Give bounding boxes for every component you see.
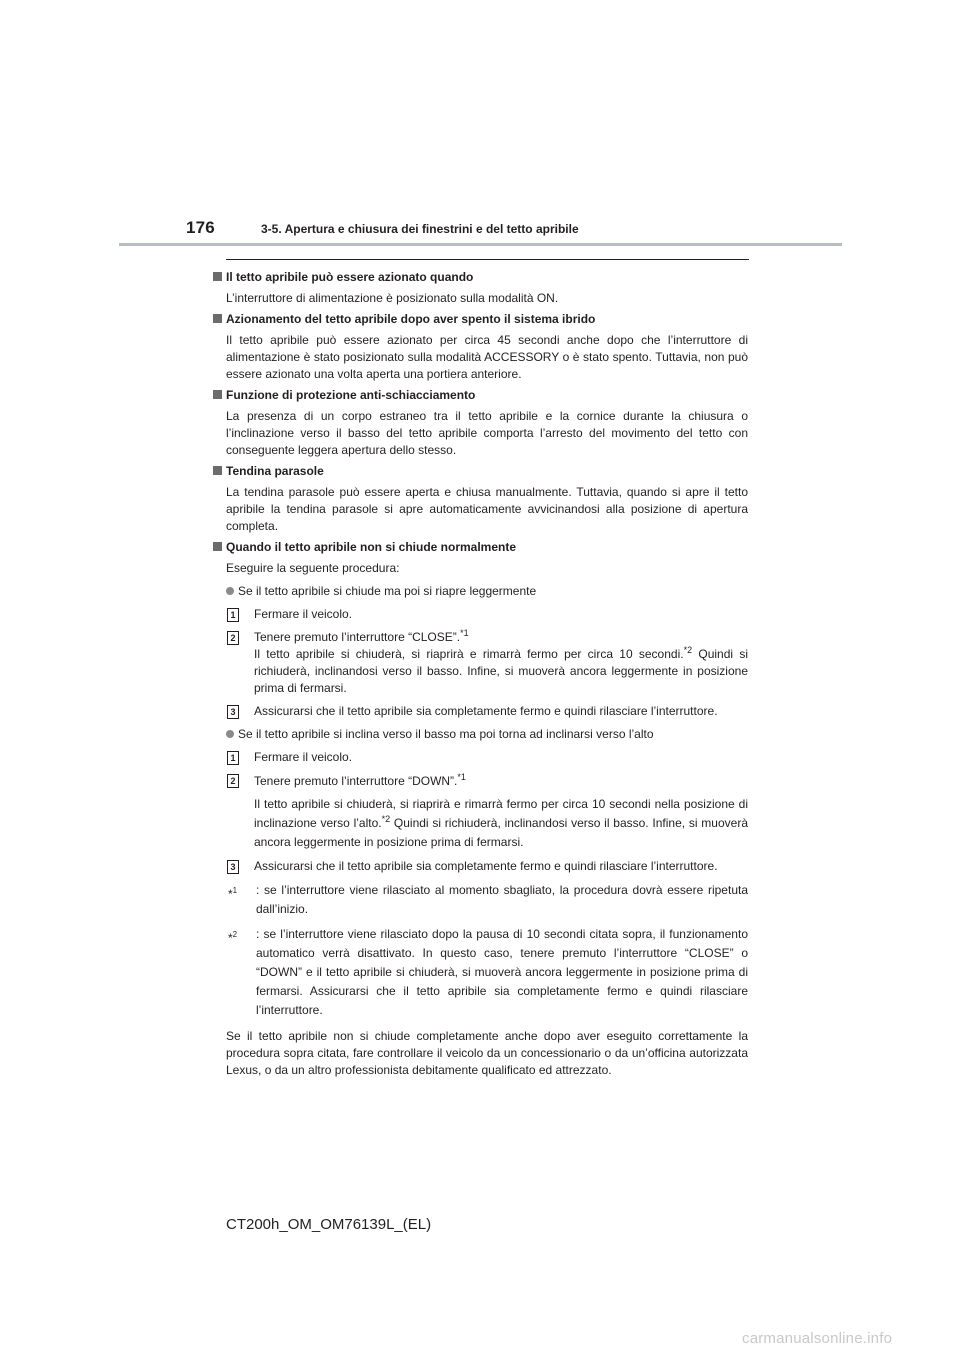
content-body xyxy=(210,269,748,1079)
footnote-ref: *1 xyxy=(457,772,466,782)
round-bullet-icon xyxy=(226,730,234,738)
procedure-step: 2 Tenere premuto l’interruttore “CLOSE”.$^{*1}$ Il tetto apribile si chiuderà, si riaprirà e rimarrà fermo per circa 10 secondi.$^{*2}$ Quindi si richiuderà, inclinandosi verso il basso. Infine, si muoverà ancora leggermente in posizione prima di fermarsi. xyxy=(210,629,748,697)
footnote-mark: *$^2$ xyxy=(228,930,238,945)
procedure-step: 3 Assicurarsi che il tetto apribile sia completamente fermo e quindi rilasciare l’interruttore. xyxy=(210,858,748,875)
procedure-case-b: Se il tetto apribile si inclina verso il basso ma poi torna ad inclinarsi verso l’alto xyxy=(210,726,748,743)
header-rule xyxy=(119,243,842,246)
section-heading: Azionamento del tetto apribile dopo aver spento il sistema ibrido xyxy=(210,311,748,328)
step-number: 1 xyxy=(227,751,239,765)
footnote-ref: *1 xyxy=(460,628,469,638)
square-bullet-icon xyxy=(213,466,222,475)
square-bullet-icon xyxy=(213,542,222,551)
procedure-step: 3 Assicurarsi che il tetto apribile sia completamente fermo e quindi rilasciare l’interruttore. xyxy=(210,703,748,720)
content-rule xyxy=(226,259,749,260)
section-heading: Quando il tetto apribile non si chiude normalmente xyxy=(210,539,748,556)
section-body: L’interruttore di alimentazione è posizionato sulla modalità ON. xyxy=(226,291,559,305)
section-title: 3-5. Apertura e chiusura dei finestrini e del tetto apribile xyxy=(261,222,579,236)
footnote-ref: *2 xyxy=(683,645,693,655)
footnote-mark: *$^1$ xyxy=(228,886,238,901)
procedure-case-a: Se il tetto apribile si chiude ma poi si riapre leggermente xyxy=(210,583,748,600)
footnote: *$^2$ : se l’interruttore viene rilasciato dopo la pausa di 10 secondi citata sopra, il funzionamento automatico verrà disattivato. In questo caso, tenere premuto l’interruttore “CLOSE” o “DOWN” e il tetto apribile si chiuderà, si muoverà ancora leggermente in posizione prima di fermarsi. Assicurarsi che il tetto apribile sia completamente fermo e quindi rilasciare l’interruttore. xyxy=(228,927,748,1017)
section-heading: Funzione di protezione anti-schiacciamento xyxy=(210,387,748,404)
square-bullet-icon xyxy=(213,314,222,323)
document-code: CT200h_OM_OM76139L_(EL) xyxy=(226,1216,432,1233)
step-number: 2 xyxy=(227,774,239,788)
section-body: Eseguire la seguente procedura: xyxy=(226,561,400,575)
procedure-step: 1 Fermare il veicolo. xyxy=(210,606,748,623)
footnote-ref: *2 xyxy=(381,814,391,824)
step-number: 3 xyxy=(227,860,239,874)
procedure-step: 2 Tenere premuto l’interruttore “DOWN”.$^{*1}$ Il tetto apribile si chiuderà, si riaprirà e rimarrà fermo per circa 10 secondi nella posizione di inclinazione verso l’alto.$^{*2}$ Quindi si richiuderà, inclinandosi verso il basso. Infine, si muoverà ancora leggermente in posizione prima di fermarsi. xyxy=(210,772,748,852)
closing-paragraph: Se il tetto apribile non si chiude completamente anche dopo aver eseguito correttamente la procedura sopra citata, fare controllare il veicolo da un concessionario o da un’officina autorizzata Lexus, o da un altro professionista debitamente qualificato ed attrezzato. xyxy=(226,1029,748,1077)
step-number: 1 xyxy=(227,608,239,622)
section-body: Il tetto apribile può essere azionato per circa 45 secondi anche dopo che l’interruttore di alimentazione è stato posizionato sulla modalità ACCESSORY o è stato spento. Tuttavia, non può essere azionato una volta aperta una portiera anteriore. xyxy=(226,333,748,381)
square-bullet-icon xyxy=(213,390,222,399)
watermark: carmanualsonline.info xyxy=(742,1330,893,1347)
round-bullet-icon xyxy=(226,587,234,595)
page-number: 176 xyxy=(186,218,215,237)
section-heading: Il tetto apribile può essere azionato quando xyxy=(210,269,748,286)
section-heading: Tendina parasole xyxy=(210,463,748,480)
step-number: 2 xyxy=(227,631,239,645)
step-number: 3 xyxy=(227,705,239,719)
square-bullet-icon xyxy=(213,272,222,281)
section-body: La presenza di un corpo estraneo tra il tetto apribile e la cornice durante la chiusura o l’inclinazione verso il basso del tetto apribile comporta l’arresto del movimento del tetto con conseguente leggera apertura dello stesso. xyxy=(226,409,748,457)
procedure-step: 1 Fermare il veicolo. xyxy=(210,749,748,766)
footnote: *$^1$ : se l’interruttore viene rilasciato al momento sbagliato, la procedura dovrà essere ripetuta dall’inizio. xyxy=(228,883,748,916)
section-body: La tendina parasole può essere aperta e chiusa manualmente. Tuttavia, quando si apre il tetto apribile la tendina parasole si apre automaticamente avvicinandosi alla posizione di apertura completa. xyxy=(226,485,748,533)
